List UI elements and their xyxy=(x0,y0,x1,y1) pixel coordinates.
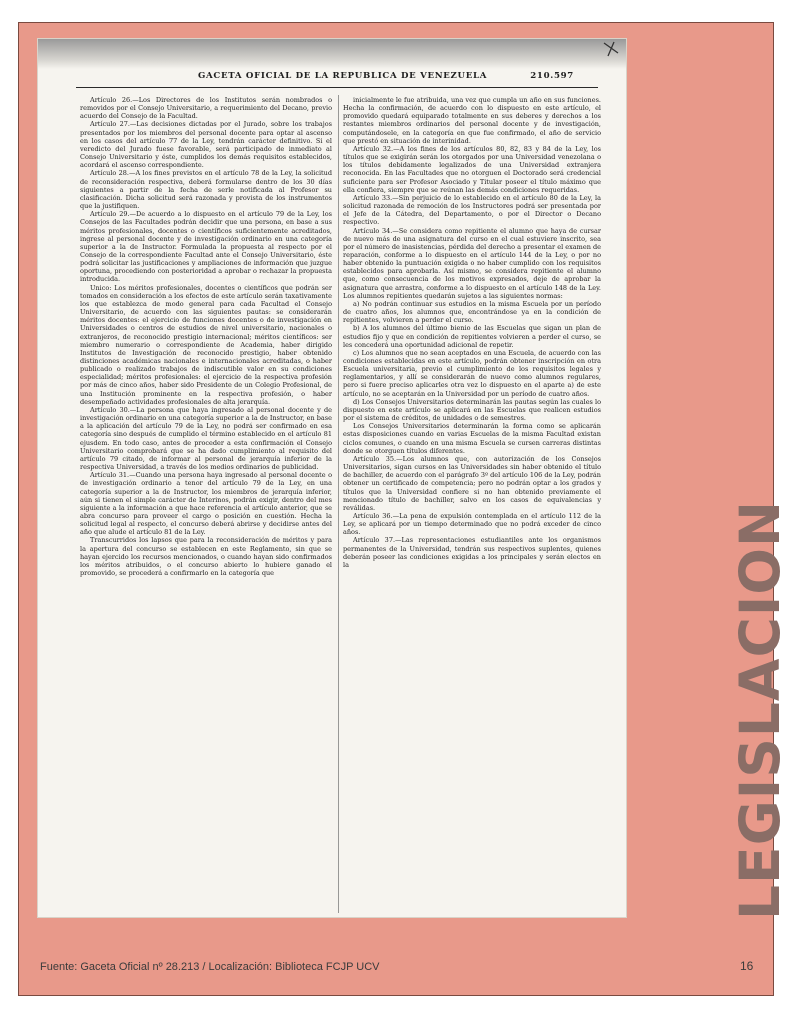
gazette-number: 210.597 xyxy=(530,71,574,81)
article-paragraph: c) Los alumnos que no sean aceptados en una Escuela, de acuerdo con las condiciones establecidas en este artículo, podrán obtener inscripción en otra Escuela universitaria, previo el cumplimiento de los requisitos legales y reglamentarios, y allí se considerarán de nuevo como alumnos regulares, pero si fuere preciso aplicarles otra vez lo dispuesto en el aparte a) de este artículo, no se aceptarán en la Universidad por un período de cuatro años. xyxy=(343,348,601,398)
scanned-gazette-page xyxy=(37,38,627,918)
left-column xyxy=(80,96,332,577)
article-paragraph: Artículo 31.—Cuando una persona haya ingresado al personal docente o de investigación ordinario a tenor del artículo 79 de la Ley, en una categoría superior a la de Instructor, los miembros de jerarquía inferior, aún si tienen el simple carácter de Interinos, podrán exigir, dentro del mes siguiente a la información a que hace referencia el artículo anterior, que se abra concurso para proveer el cargo o posición en cuestión. Hecha la solicitud legal al respecto, el concurso deberá abrirse y decidirse antes del año que alude el artículo 81 de la Ley. xyxy=(80,471,332,537)
gazette-header xyxy=(38,69,626,89)
article-paragraph: Artículo 30.—La persona que haya ingresado al personal docente y de investigación ordinario en una categoría superior a la de Instructor, en base a la aplicación del artículo 79 de la Ley, no podrá ser confirmado en esa categoría sino después de cumplido el término establecido en el artículo 81 ejusdem. En todo caso, antes de proceder a esta confirmación el Consejo Universitario comprobará que se ha dado cumplimiento al requisito del artículo 79 citado, de informar al personal de jerarquía inferior de la respectiva Universidad, a través de los medios ordinarios de publicidad. xyxy=(80,405,332,472)
header-rule xyxy=(76,87,598,88)
article-paragraph: a) No podrán continuar sus estudios en la misma Escuela por un período de cuatro años, los alumnos que, encontrándose ya en la condición de repitientes, volvieren a perder el curso. xyxy=(343,299,601,325)
article-paragraph: inicialmente le fue atribuida, una vez que cumpla un año en sus funciones. Hecha la confirmación, de acuerdo con lo dispuesto en este artículo, el promovido quedará equiparado totalmente en sus deberes y derechos a los restantes miembros ordinarios del personal docente y de investigación, computándosele, en la categoría en que fue confirmado, el año de servicio que prestó en situación de interinidad. xyxy=(343,96,601,145)
article-paragraph: Artículo 37.—Las representaciones estudiantiles ante los organismos permanentes de la Universidad, tendrán sus respectivos suplentes, quienes deberán poseer las condiciones exigidas a los principales y serán electos en la xyxy=(343,536,601,569)
article-paragraph: Artículo 26.—Los Directores de los Institutos serán nombrados o removidos por el Consejo Universitario, a requerimiento del Decano, previo acuerdo del Consejo de la Facultad. xyxy=(80,96,332,121)
article-paragraph: d) Los Consejos Universitarios determinarán las pautas según las cuales lo dispuesto en este artículo se aplicará en las Escuelas que realicen estudios por el sistema de créditos, de unidades o de semestres. xyxy=(343,397,601,423)
footer-source: Fuente: Gaceta Oficial nº 28.213 / Localización: Biblioteca FCJP UCV xyxy=(40,961,380,973)
article-paragraph: Transcurridos los lapsos que para la reconsideración de méritos y para la apertura del concurso se establecen en este Reglamento, sin que se hayan ejercido los recursos mencionados, o cuando hayan sido confirmados los méritos atribuidos, o el concurso abierto lo hubiere ganado el promovido, se procederá a confirmarlo en la categoría que xyxy=(80,536,332,578)
article-paragraph: Artículo 27.—Las decisiones dictadas por el Jurado, sobre los trabajos presentados por los miembros del personal docente para optar al ascenso en los casos del artículo 77 de la Ley, tendrán carácter definitivo. Si el veredicto del Jurado fuese favorable, será participado de inmediato al Consejo Universitario y éste, cumplidos los demás requisitos establecidos, acordará el ascenso correspondiente. xyxy=(80,120,332,170)
article-paragraph: Artículo 32.—A los fines de los artículos 80, 82, 83 y 84 de la Ley, los títulos que se exigirán serán los otorgados por una Universidad venezolana o los títulos debidamente legalizados de una Universidad extranjera reconocida. En las Facultades que no otorguen el Doctorado será credencial suficiente para ser Profesor Asociado y Titular poseer el título máximo que ella confiera, siempre que se reúnan las demás condiciones requeridas. xyxy=(343,144,601,194)
article-paragraph: Artículo 35.—Los alumnos que, con autorización de los Consejos Universitarios, sigan cursos en las Universidades sin haber obtenido el título de bachiller, de acuerdo con el parágrafo 3º del artículo 106 de la Ley, podrán obtener un certificado de competencia; pero no podrán optar a los grados y títulos que la Universidad confiere si no han obtenido previamente el mencionado título de bachiller, salvo en los casos de equivalencias y reválidas. xyxy=(343,454,601,512)
page-number: 16 xyxy=(740,959,754,973)
scan-shadow xyxy=(38,39,626,69)
right-column xyxy=(343,96,601,569)
article-paragraph: Unico: Los méritos profesionales, docentes o científicos que podrán ser tomados en consideración a los efectos de este artículo serán taxativamente los que establezca de modo general para cada Facultad el Consejo Universitario, de acuerdo con las siguientes pautas: se considerarán méritos docentes: el ejercicio de funciones docentes o de investigación en Universidades o centros de estudios de nivel universitario, nacionales o extranjeros, de reconocido prestigio internacional; méritos científicos: ser miembro numerario o correspondiente de Academia, haber dirigido Institutos de Investigación de reconocido prestigio, haber obtenido distinciones académicas nacionales e internacionales acreditadas, o haber publicado o realizado trabajos de indiscutible valor en su condiciones especialidad; méritos profesionales: el ejercicio de la respectiva profesión por más de cinco años, haber sido Presidente de un Colegio Profesional, de una Institución prominente en la respectiva profesión, o haber desempeñado actividades profesionales de alta jerarquía. xyxy=(80,283,332,406)
pen-mark-icon xyxy=(600,39,622,61)
column-divider xyxy=(338,95,339,913)
article-paragraph: Artículo 29.—De acuerdo a lo dispuesto en el artículo 79 de la Ley, los Consejos de las Facultades podrán decidir que una persona, en base a sus méritos profesionales, docentes o científicos suficientemente acreditados, ingrese al personal docente y de investigación ordinario en una categoría superior a la de Instructor. Formulada la propuesta al respecto por el Consejo de la correspondiente Facultad ante el Consejo Universitario, éste podrá solicitar las justificaciones y ampliaciones de información que juzgue oportuna, procediendo con posterioridad a aprobar o rechazar la propuesta introducida. xyxy=(80,210,332,284)
section-label-legislacion: LEGISLACION xyxy=(728,499,792,920)
article-paragraph: Artículo 34.—Se considera como repitiente el alumno que haya de cursar de nuevo más de una asignatura del curso en el cual estuviere inscrito, sea por el número de inasistencias, pérdida del derecho a presentar el examen de reparación, conforme a lo dispuesto en el artículo 144 de la Ley, o por no haber obtenido la puntuación exigida o no haber cumplido con los requisitos establecidos para aprobarla. Así mismo, se considera repitiente el alumno que, como consecuencia de los motivos expresados, deje de aprobar la asignatura que arrastra, conforme a lo dispuesto en el artículo 148 de la Ley. Los alumnos repitientes quedarán sujetos a las siguientes normas: xyxy=(343,226,601,300)
gazette-title: GACETA OFICIAL DE LA REPUBLICA DE VENEZUELA xyxy=(198,71,488,81)
article-paragraph: Los Consejos Universitarios determinarán la forma como se aplicarán estas disposiciones cuando en varias Escuelas de la misma Facultad existan ciclos comunes, o cuando en una misma Escuela se cursen carreras distintas donde se otorguen títulos diferentes. xyxy=(343,422,601,455)
article-paragraph: Artículo 36.—La pena de expulsión contemplada en el artículo 112 de la Ley, se aplicará por un tiempo determinado que no podrá exceder de cinco años. xyxy=(343,511,601,537)
article-paragraph: b) A los alumnos del último bienio de las Escuelas que sigan un plan de estudios fijo y que en condición de repitientes volvieren a perder el curso, se les concederá una oportunidad adicional de repetir. xyxy=(343,324,601,349)
article-paragraph: Artículo 28.—A los fines previstos en el artículo 78 de la Ley, la solicitud de reconsideración respectiva, deberá formularse dentro de los 30 días siguientes a partir de la fecha de serle notificada al Profesor su clasificación. Dicha solicitud será razonada y provista de los instrumentos que la justifiquen. xyxy=(80,169,332,211)
article-paragraph: Artículo 33.—Sin perjuicio de lo establecido en el artículo 80 de la Ley, la solicitud razonada de remoción de los Instructores podrá ser presentada por el Jefe de la Cátedra, del Departamento, o por el Director o Decano respectivo. xyxy=(343,193,601,227)
